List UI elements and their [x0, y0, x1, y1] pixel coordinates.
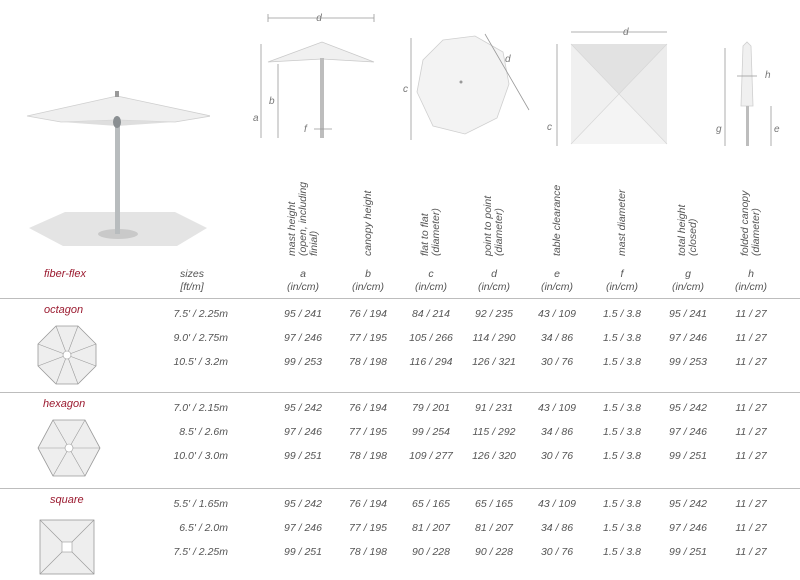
column-label-a	[287, 182, 320, 256]
value-cell-e: 34 / 86	[540, 332, 574, 344]
value-cell-f: 1.5 / 3.8	[603, 498, 641, 510]
column-label-g	[677, 205, 699, 256]
value-cell-c: 65 / 165	[412, 498, 450, 510]
value-cell-d: 90 / 228	[475, 546, 513, 558]
dim-d2-label: d	[505, 54, 511, 65]
value-cell-e: 43 / 109	[538, 402, 576, 414]
value-cell-d: 115 / 292	[472, 426, 516, 438]
column-label-line: point to point	[482, 195, 494, 256]
group-name-hexagon: hexagon	[43, 398, 86, 410]
value-cell-b: 77 / 195	[349, 522, 387, 534]
dim-e-label: e	[774, 124, 780, 135]
column-label-line: mast height	[285, 201, 298, 256]
value-cell-e: 34 / 86	[540, 426, 574, 438]
value-cell-d: 81 / 207	[475, 522, 513, 534]
column-label-line: (closed)	[687, 218, 699, 256]
value-cell-g: 99 / 251	[669, 546, 707, 558]
value-cell-c: 105 / 266	[409, 332, 453, 344]
value-cell-a: 99 / 251	[284, 546, 322, 558]
value-cell-g: 97 / 246	[669, 426, 707, 438]
value-cell-b: 76 / 194	[349, 402, 387, 414]
value-cell-e: 43 / 109	[538, 308, 576, 320]
size-cell: 7.0' / 2.15m	[173, 402, 228, 414]
dim-a-label: a	[253, 113, 259, 124]
column-key-c	[399, 268, 463, 294]
value-cell-c: 116 / 294	[409, 356, 453, 368]
column-label-d	[483, 196, 505, 256]
size-cell: 10.0' / 3.0m	[173, 450, 228, 462]
value-cell-g: 97 / 246	[669, 332, 707, 344]
value-cell-d: 126 / 321	[472, 356, 516, 368]
value-cell-d: 126 / 320	[472, 450, 516, 462]
dim-d-label: d	[316, 13, 322, 24]
value-cell-e: 34 / 86	[540, 522, 574, 534]
value-cell-f: 1.5 / 3.8	[603, 402, 641, 414]
value-cell-h: 11 / 27	[735, 308, 767, 320]
column-label-line: (open, including	[296, 181, 309, 256]
value-cell-h: 11 / 27	[735, 450, 767, 462]
sizes-header-line1: sizes	[180, 268, 204, 280]
value-cell-a: 95 / 242	[284, 402, 322, 414]
value-cell-e: 30 / 76	[540, 546, 574, 558]
value-cell-h: 11 / 27	[735, 546, 767, 558]
value-cell-g: 99 / 253	[669, 356, 707, 368]
value-cell-d: 92 / 235	[475, 308, 513, 320]
value-cell-a: 97 / 246	[284, 332, 322, 344]
value-cell-h: 11 / 27	[735, 498, 767, 510]
value-cell-g: 95 / 242	[669, 498, 707, 510]
column-label-line: mast diameter	[615, 189, 628, 256]
column-label-c	[420, 208, 442, 256]
column-unit: (in/cm)	[477, 281, 511, 293]
column-key-e	[525, 268, 589, 294]
value-cell-h: 11 / 27	[735, 332, 767, 344]
value-cell-d: 65 / 165	[475, 498, 513, 510]
value-cell-f: 1.5 / 3.8	[603, 308, 641, 320]
side-view-diagram	[250, 8, 380, 148]
value-cell-c: 79 / 201	[412, 402, 450, 414]
group-name-octagon: octagon	[44, 304, 84, 316]
column-unit: (in/cm)	[351, 281, 385, 293]
value-cell-b: 78 / 198	[349, 450, 387, 462]
column-unit: (in/cm)	[540, 281, 574, 293]
divider-octagon	[0, 392, 800, 393]
column-label-line: (diameter)	[430, 208, 442, 256]
value-cell-b: 76 / 194	[349, 308, 387, 320]
value-cell-e: 30 / 76	[540, 356, 574, 368]
value-cell-h: 11 / 27	[735, 356, 767, 368]
value-cell-f: 1.5 / 3.8	[603, 522, 641, 534]
column-label-line: (diameter)	[750, 208, 762, 256]
column-key-letter: g	[685, 268, 691, 280]
sizes-header-line2: [ft/m]	[180, 281, 204, 293]
column-unit: (in/cm)	[605, 281, 639, 293]
value-cell-c: 109 / 277	[409, 450, 453, 462]
value-cell-a: 99 / 253	[284, 356, 322, 368]
size-cell: 8.5' / 2.6m	[179, 426, 228, 438]
value-cell-a: 95 / 242	[284, 498, 322, 510]
value-cell-h: 11 / 27	[735, 426, 767, 438]
value-cell-c: 81 / 207	[412, 522, 450, 534]
value-cell-c: 84 / 214	[412, 308, 450, 320]
dim-c-label: c	[403, 84, 408, 95]
value-cell-h: 11 / 27	[735, 522, 767, 534]
size-cell: 7.5' / 2.25m	[173, 308, 228, 320]
value-cell-g: 97 / 246	[669, 522, 707, 534]
column-key-letter: f	[620, 268, 624, 280]
size-cell: 5.5' / 1.65m	[173, 498, 228, 510]
value-cell-b: 77 / 195	[349, 426, 387, 438]
umbrella-hero-illustration	[25, 88, 210, 253]
column-key-letter: c	[428, 268, 434, 280]
value-cell-b: 78 / 198	[349, 546, 387, 558]
column-key-d	[462, 268, 526, 294]
value-cell-a: 97 / 246	[284, 522, 322, 534]
value-cell-b: 78 / 198	[349, 356, 387, 368]
column-label-f	[617, 189, 628, 256]
column-key-letter: d	[491, 268, 497, 280]
column-key-letter: a	[300, 268, 306, 280]
value-cell-e: 43 / 109	[538, 498, 576, 510]
value-cell-a: 97 / 246	[284, 426, 322, 438]
column-unit: (in/cm)	[671, 281, 705, 293]
value-cell-c: 90 / 228	[412, 546, 450, 558]
value-cell-g: 95 / 241	[669, 308, 707, 320]
column-unit: (in/cm)	[414, 281, 448, 293]
brand-name: fiber-flex	[44, 268, 86, 280]
column-label-h	[740, 191, 762, 256]
column-key-letter: e	[554, 268, 560, 280]
column-key-f	[590, 268, 654, 294]
column-label-line: (diameter)	[493, 208, 505, 256]
dim-b-label: b	[269, 96, 275, 107]
column-key-g	[656, 268, 720, 294]
value-cell-f: 1.5 / 3.8	[603, 356, 641, 368]
column-label-line: table clearance	[550, 184, 563, 256]
value-cell-b: 76 / 194	[349, 498, 387, 510]
dim-g-label: g	[716, 124, 722, 135]
dim-c2-label: c	[547, 122, 552, 133]
value-cell-e: 30 / 76	[540, 450, 574, 462]
octagon-top-view-diagram	[403, 30, 533, 142]
column-key-letter: b	[365, 268, 371, 280]
column-key-letter: h	[748, 268, 754, 280]
size-cell: 10.5' / 3.2m	[173, 356, 228, 368]
dim-h-label: h	[765, 70, 771, 81]
square-top-view-diagram	[543, 24, 673, 149]
size-cell: 7.5' / 2.25m	[173, 546, 228, 558]
column-label-line: folded canopy	[739, 190, 751, 256]
column-label-b	[363, 191, 374, 256]
column-label-e	[552, 185, 563, 256]
value-cell-a: 95 / 241	[284, 308, 322, 320]
column-key-b	[336, 268, 400, 294]
sizes-header	[160, 268, 224, 294]
divider-hexagon	[0, 488, 800, 489]
column-unit: (in/cm)	[286, 281, 320, 293]
hexagon-canopy-icon	[36, 418, 102, 478]
dim-d3-label: d	[623, 27, 629, 38]
value-cell-f: 1.5 / 3.8	[603, 332, 641, 344]
column-key-h	[719, 268, 783, 294]
value-cell-c: 99 / 254	[412, 426, 450, 438]
size-cell: 6.5' / 2.0m	[179, 522, 228, 534]
value-cell-f: 1.5 / 3.8	[603, 546, 641, 558]
value-cell-g: 95 / 242	[669, 402, 707, 414]
column-label-line: canopy height	[361, 190, 374, 256]
column-unit: (in/cm)	[734, 281, 768, 293]
value-cell-g: 99 / 251	[669, 450, 707, 462]
divider-header	[0, 298, 800, 299]
value-cell-b: 77 / 195	[349, 332, 387, 344]
column-label-line: flat to flat	[419, 213, 431, 256]
dim-f-label: f	[304, 124, 307, 135]
column-label-line: total height	[676, 204, 688, 256]
column-key-a	[271, 268, 335, 294]
column-label-line: finial)	[307, 230, 320, 256]
value-cell-f: 1.5 / 3.8	[603, 426, 641, 438]
folded-umbrella-diagram	[713, 40, 793, 150]
value-cell-d: 114 / 290	[472, 332, 516, 344]
value-cell-a: 99 / 251	[284, 450, 322, 462]
value-cell-h: 11 / 27	[735, 402, 767, 414]
octagon-canopy-icon	[36, 324, 98, 386]
group-name-square: square	[50, 494, 84, 506]
square-canopy-icon	[38, 518, 96, 576]
value-cell-f: 1.5 / 3.8	[603, 450, 641, 462]
size-cell: 9.0' / 2.75m	[173, 332, 228, 344]
value-cell-d: 91 / 231	[475, 402, 513, 414]
